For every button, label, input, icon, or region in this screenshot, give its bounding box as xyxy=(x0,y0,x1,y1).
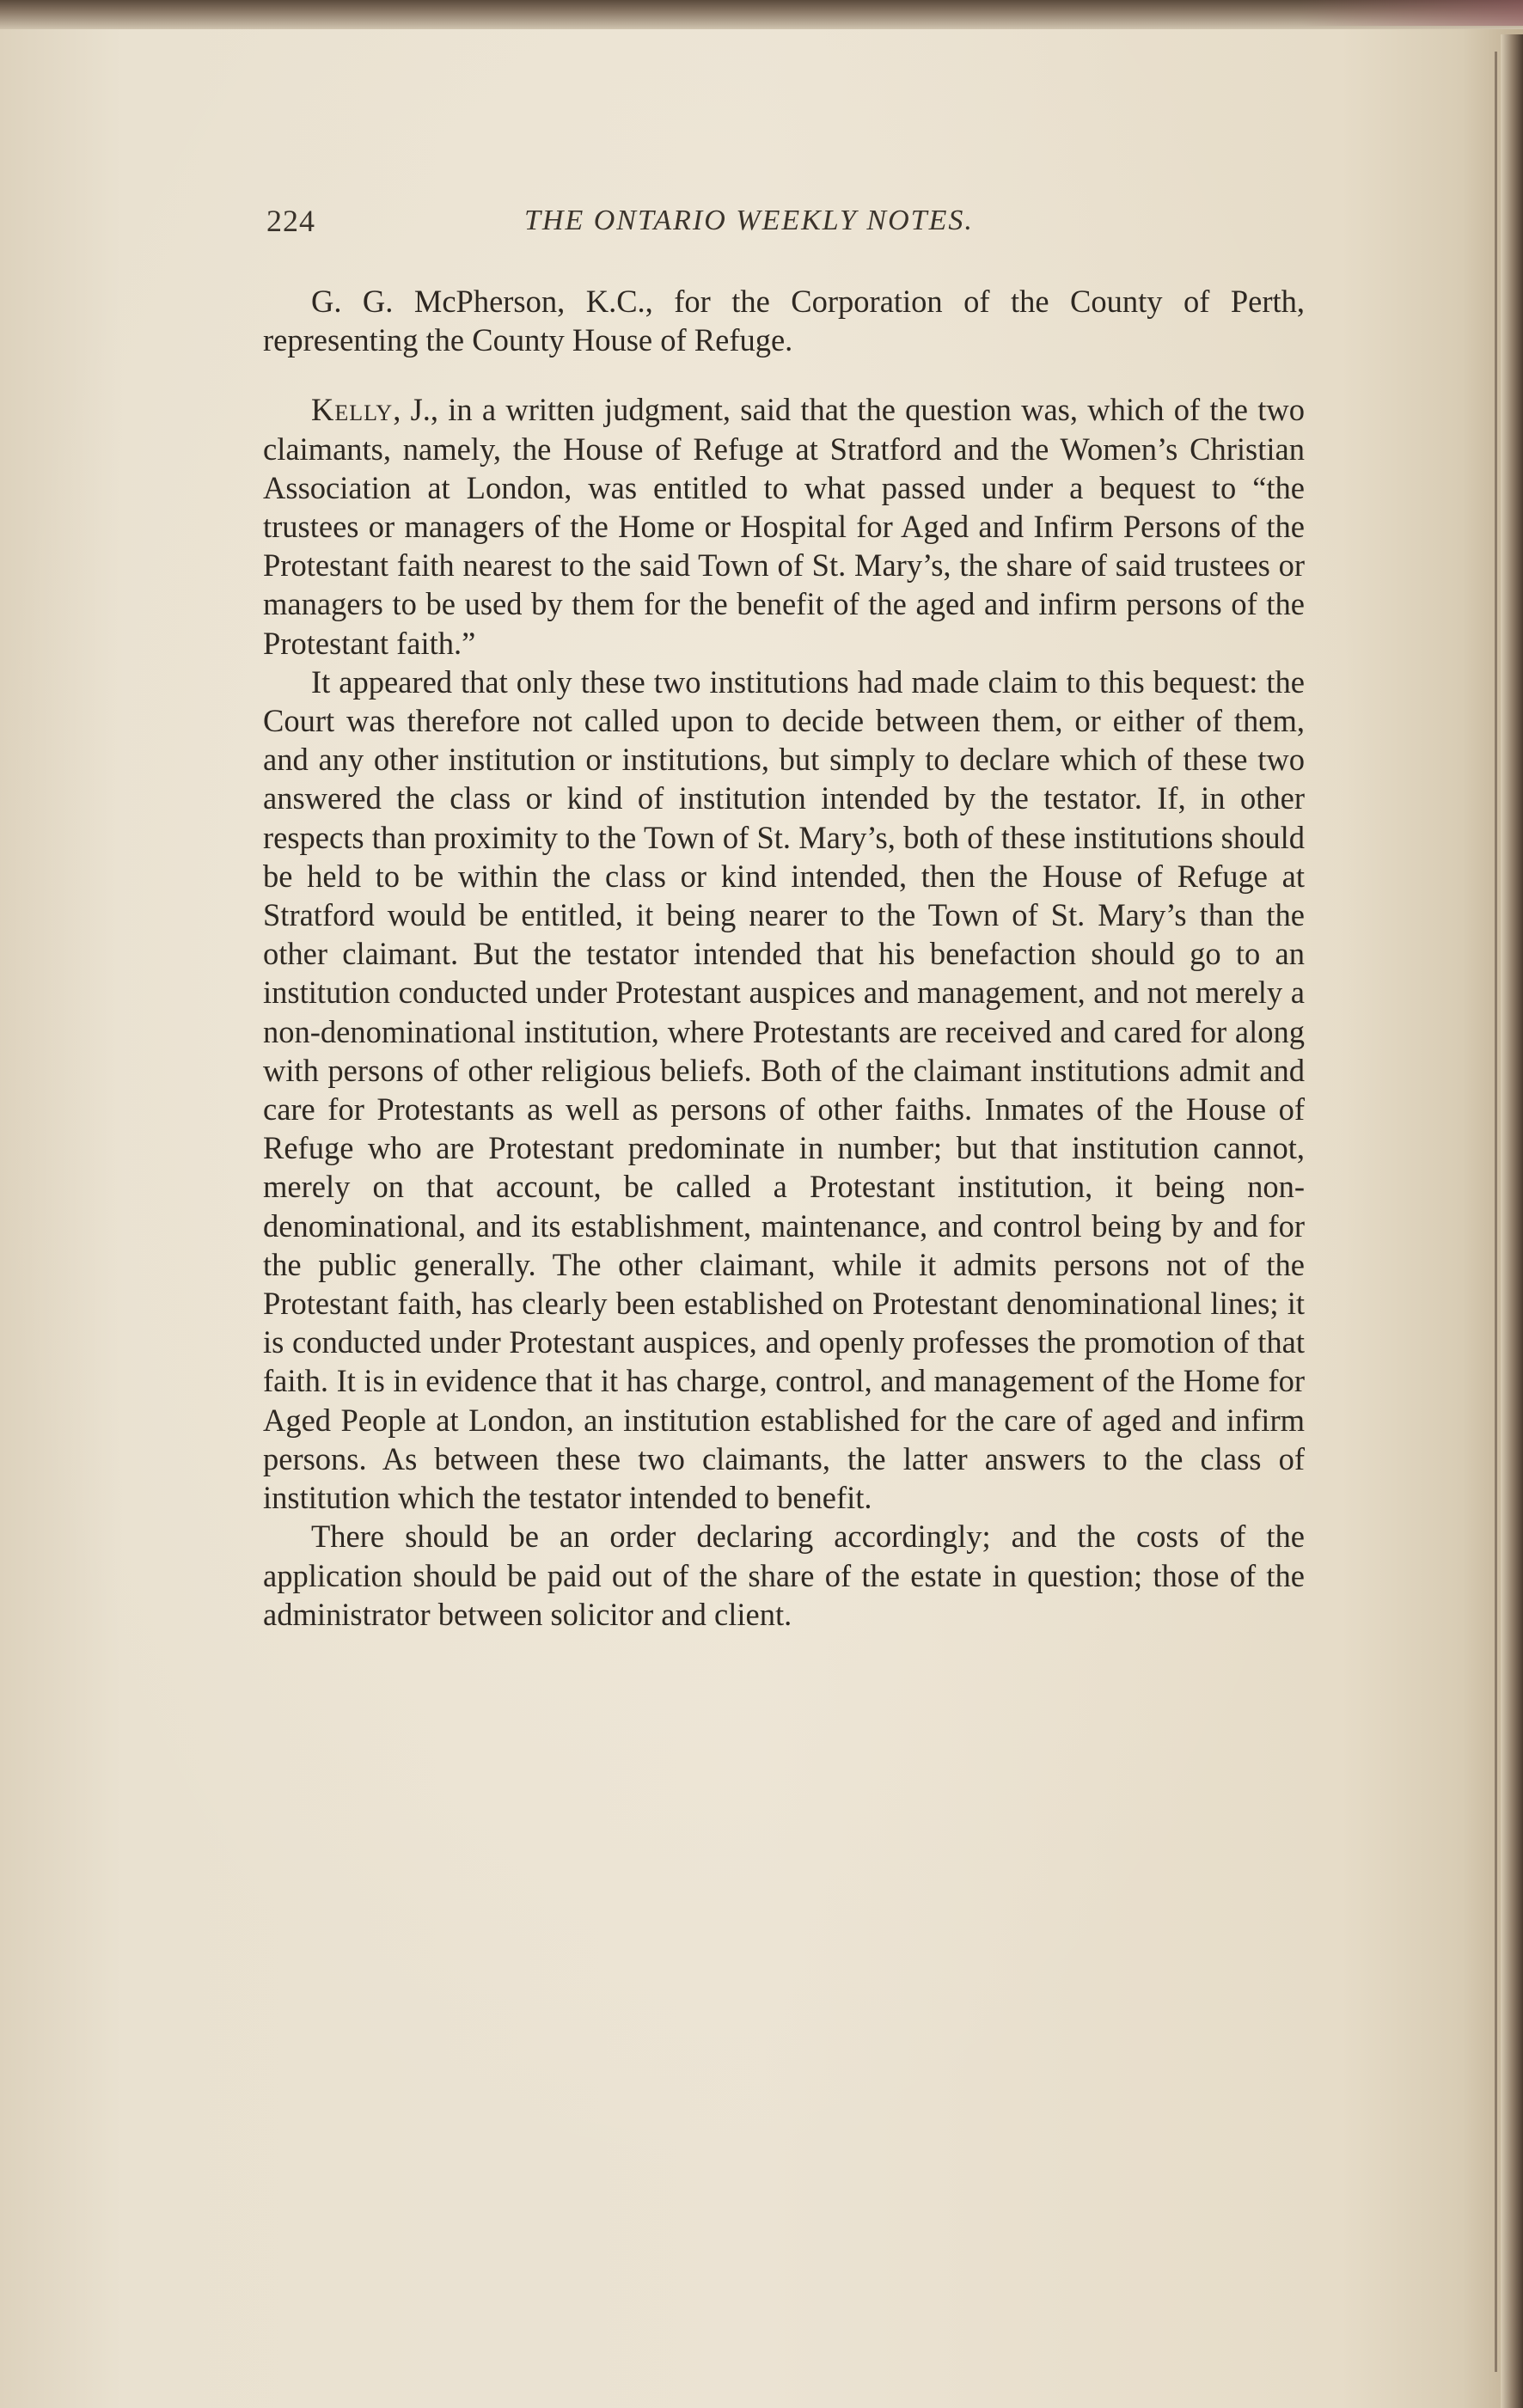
judgment-paragraph-1-text: , J., in a written judgment, said that the question was, which of the two claimants, namely, the House of Refuge at Stratford and the Women’s Christian Association at London, was entitled to what passed under a bequest to “the trustees or managers of the Home or Hospital for Aged and Infirm Persons of the Protestant faith nearest to the said Town of St. Mary’s, the share of said trustees or managers to be used by them for the benefit of the aged and infirm persons of the Protestant faith.” xyxy=(263,392,1305,661)
page-top-edge-tint xyxy=(1300,0,1523,26)
judgment-paragraph-1 xyxy=(263,390,1305,662)
page-body xyxy=(263,282,1305,1634)
page-top-edge xyxy=(0,0,1523,29)
page-header xyxy=(266,198,1315,249)
running-title: THE ONTARIO WEEKLY NOTES. xyxy=(524,205,974,236)
judge-name: Kelly xyxy=(311,392,394,428)
counsel-paragraph: G. G. McPherson, K.C., for the Corporation of the County of Perth, representing the County House of Refuge. xyxy=(263,284,1305,358)
book-binding-edge xyxy=(1501,34,1523,2408)
page-number: 224 xyxy=(266,204,315,238)
judgment-paragraph-2: It appeared that only these two institutions had made claim to this bequest: the Court was therefore not called upon to decide between them, or either of them, and any other institution or institutions, but simply to declare which of these two answered the class or kind of institution intended by the testator. If, in other respects than proximity to the Town of St. Mary’s, both of these institutions should be held to be within the class or kind intended, then the House of Refuge at Stratford would be entitled, it being nearer to the Town of St. Mary’s than the other claimant. But the testator intended that his benefaction should go to an institution conducted under Protestant auspices and management, and not merely a non-denominational institution, where Protestants are received and cared for along with persons of other religious beliefs. Both of the claimant institutions admit and care for Protestants as well as persons of other faiths. Inmates of the House of Refuge who are Protestant predominate in number; but that institution cannot, merely on that account, be called a Protestant institution, it being non-denominational, and its establishment, maintenance, and control being by and for the public generally. The other claimant, while it admits persons not of the Protestant faith, has clearly been established on Protestant denominational lines; it is conducted under Protestant auspices, and openly professes the promotion of that faith. It is in evidence that it has charge, control, and management of the Home for Aged People at London, an institution established for the care of aged and infirm persons. As between these two claimants, the latter answers to the class of institution which the testator intended to benefit. xyxy=(263,663,1305,1516)
judgment-paragraph-3: There should be an order declaring accordingly; and the costs of the application should be paid out of the share of the estate in question; those of the administrator between solicitor and client. xyxy=(263,1519,1305,1632)
binding-shadow-line xyxy=(1495,52,1497,2372)
